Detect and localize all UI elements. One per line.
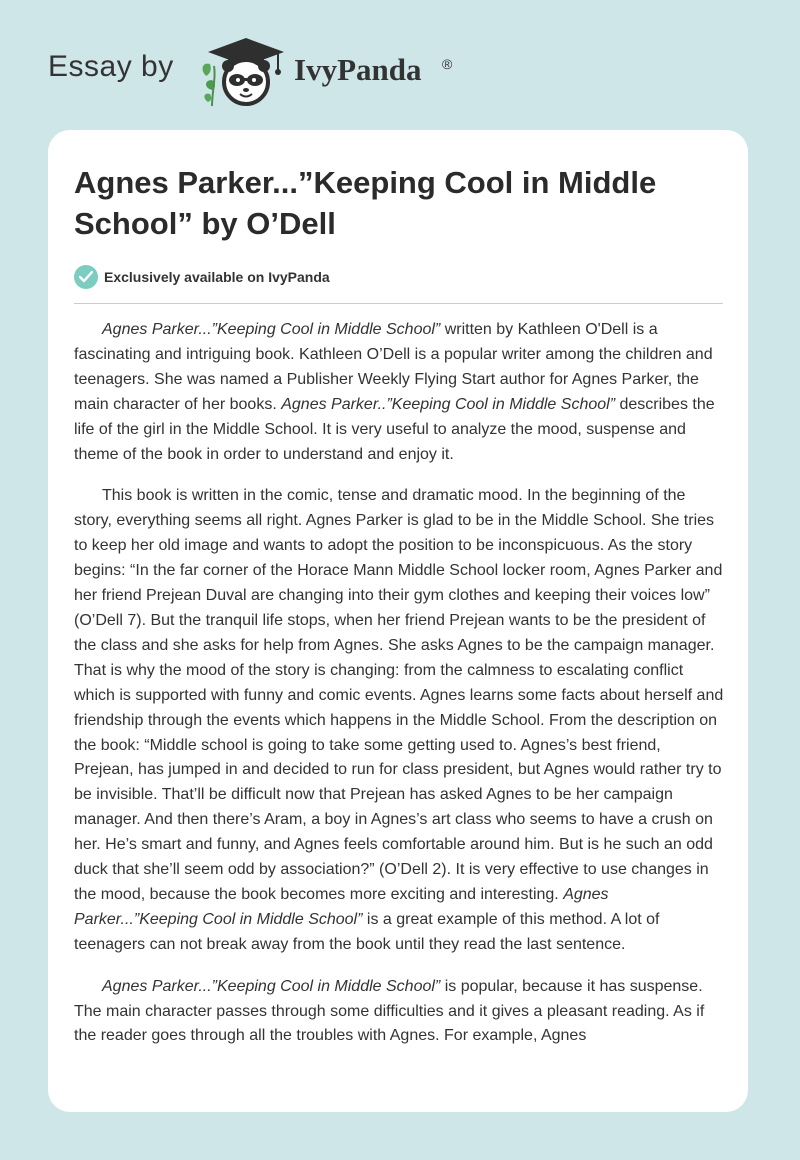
brand-name[interactable]: IvyPanda <box>294 52 422 87</box>
paragraph-2 <box>74 484 724 957</box>
paragraph-text: is a great example of this method. A lot of teenagers can not break away from the book until they read the last sentence. <box>74 910 660 953</box>
divider <box>74 303 723 304</box>
book-title-italic: Agnes Parker..”Keeping Cool in Middle School” <box>281 395 616 413</box>
paragraph-text: This book is written in the comic, tense and dramatic mood. In the beginning of the story, everything seems all right. Agnes Parker is glad to be in the Middle School. She tries to keep her old image and wants to adopt the position to be inconspicuous. As the story begins: “In the far corner of the Horace Mann Middle School locker room, Agnes Parker and her friend Prejean Duval are changing into their gym clothes and keeping their voices low” (O’Dell 7). But the tranquil life stops, when her friend Prejean wants to be the president of the class and she asks for help from Agnes. She asks Agnes to be the campaign manager. That is why the mood of the story is changing: from the calmness to escalating conflict which is supported with funny and comic events. Agnes learns some facts about herself and friendship through the events which happens in the Middle School. From the description on the book: “Middle school is going to take some getting used to. Agnes’s best friend, Prejean, has jumped in and decided to run for class president, but Agnes would rather try to be invisible. That’ll be difficult now that Prejean has asked Agnes to be her campaign manager. And then there’s Aram, a boy in Agnes’s art class who seems to have a crush on her. He’s smart and funny, and Agnes feels comfortable around him. But is he such an odd duck that she’ll seem odd by association?” (O’Dell 2). It is very effective to use changes in the mood, because the book becomes more exciting and interesting. <box>74 487 724 903</box>
paragraph-3 <box>74 975 724 1050</box>
book-title-italic: Agnes Parker...”Keeping Cool in Middle School” <box>74 885 609 928</box>
exclusive-label: Exclusively available on IvyPanda <box>104 269 330 285</box>
registered-mark: ® <box>442 56 453 72</box>
check-icon <box>74 265 98 289</box>
essay-body <box>74 318 724 1066</box>
exclusive-badge <box>74 264 330 290</box>
essay-card <box>48 130 748 1112</box>
paragraph-text: describes the life of the girl in the Middle School. It is very useful to analyze the mood, suspense and theme of the book in order to understand and enjoy it. <box>74 395 715 463</box>
panda-graduate-icon[interactable] <box>198 36 290 108</box>
paragraph-text: written by Kathleen O'Dell is a fascinating and intriguing book. Kathleen O’Dell is a popular writer among the children and teenagers. She was named a Publisher Weekly Flying Start author for Agnes Parker, the main character of her books. <box>74 321 713 413</box>
book-title-italic: Agnes Parker...”Keeping Cool in Middle School” <box>102 321 441 338</box>
paragraph-1 <box>74 318 724 467</box>
paragraph-text: is popular, because it has suspense. The main character passes through some difficulties and it gives a pleasant reading. As if the reader goes through all the troubles with Agnes. For example, Agnes <box>74 977 705 1045</box>
site-header <box>0 0 800 130</box>
book-title-italic: Agnes Parker...”Keeping Cool in Middle School” <box>102 977 441 995</box>
essay-title: Agnes Parker...”Keeping Cool in Middle School” by O’Dell <box>74 165 657 241</box>
brand-prefix: Essay by <box>48 50 174 83</box>
